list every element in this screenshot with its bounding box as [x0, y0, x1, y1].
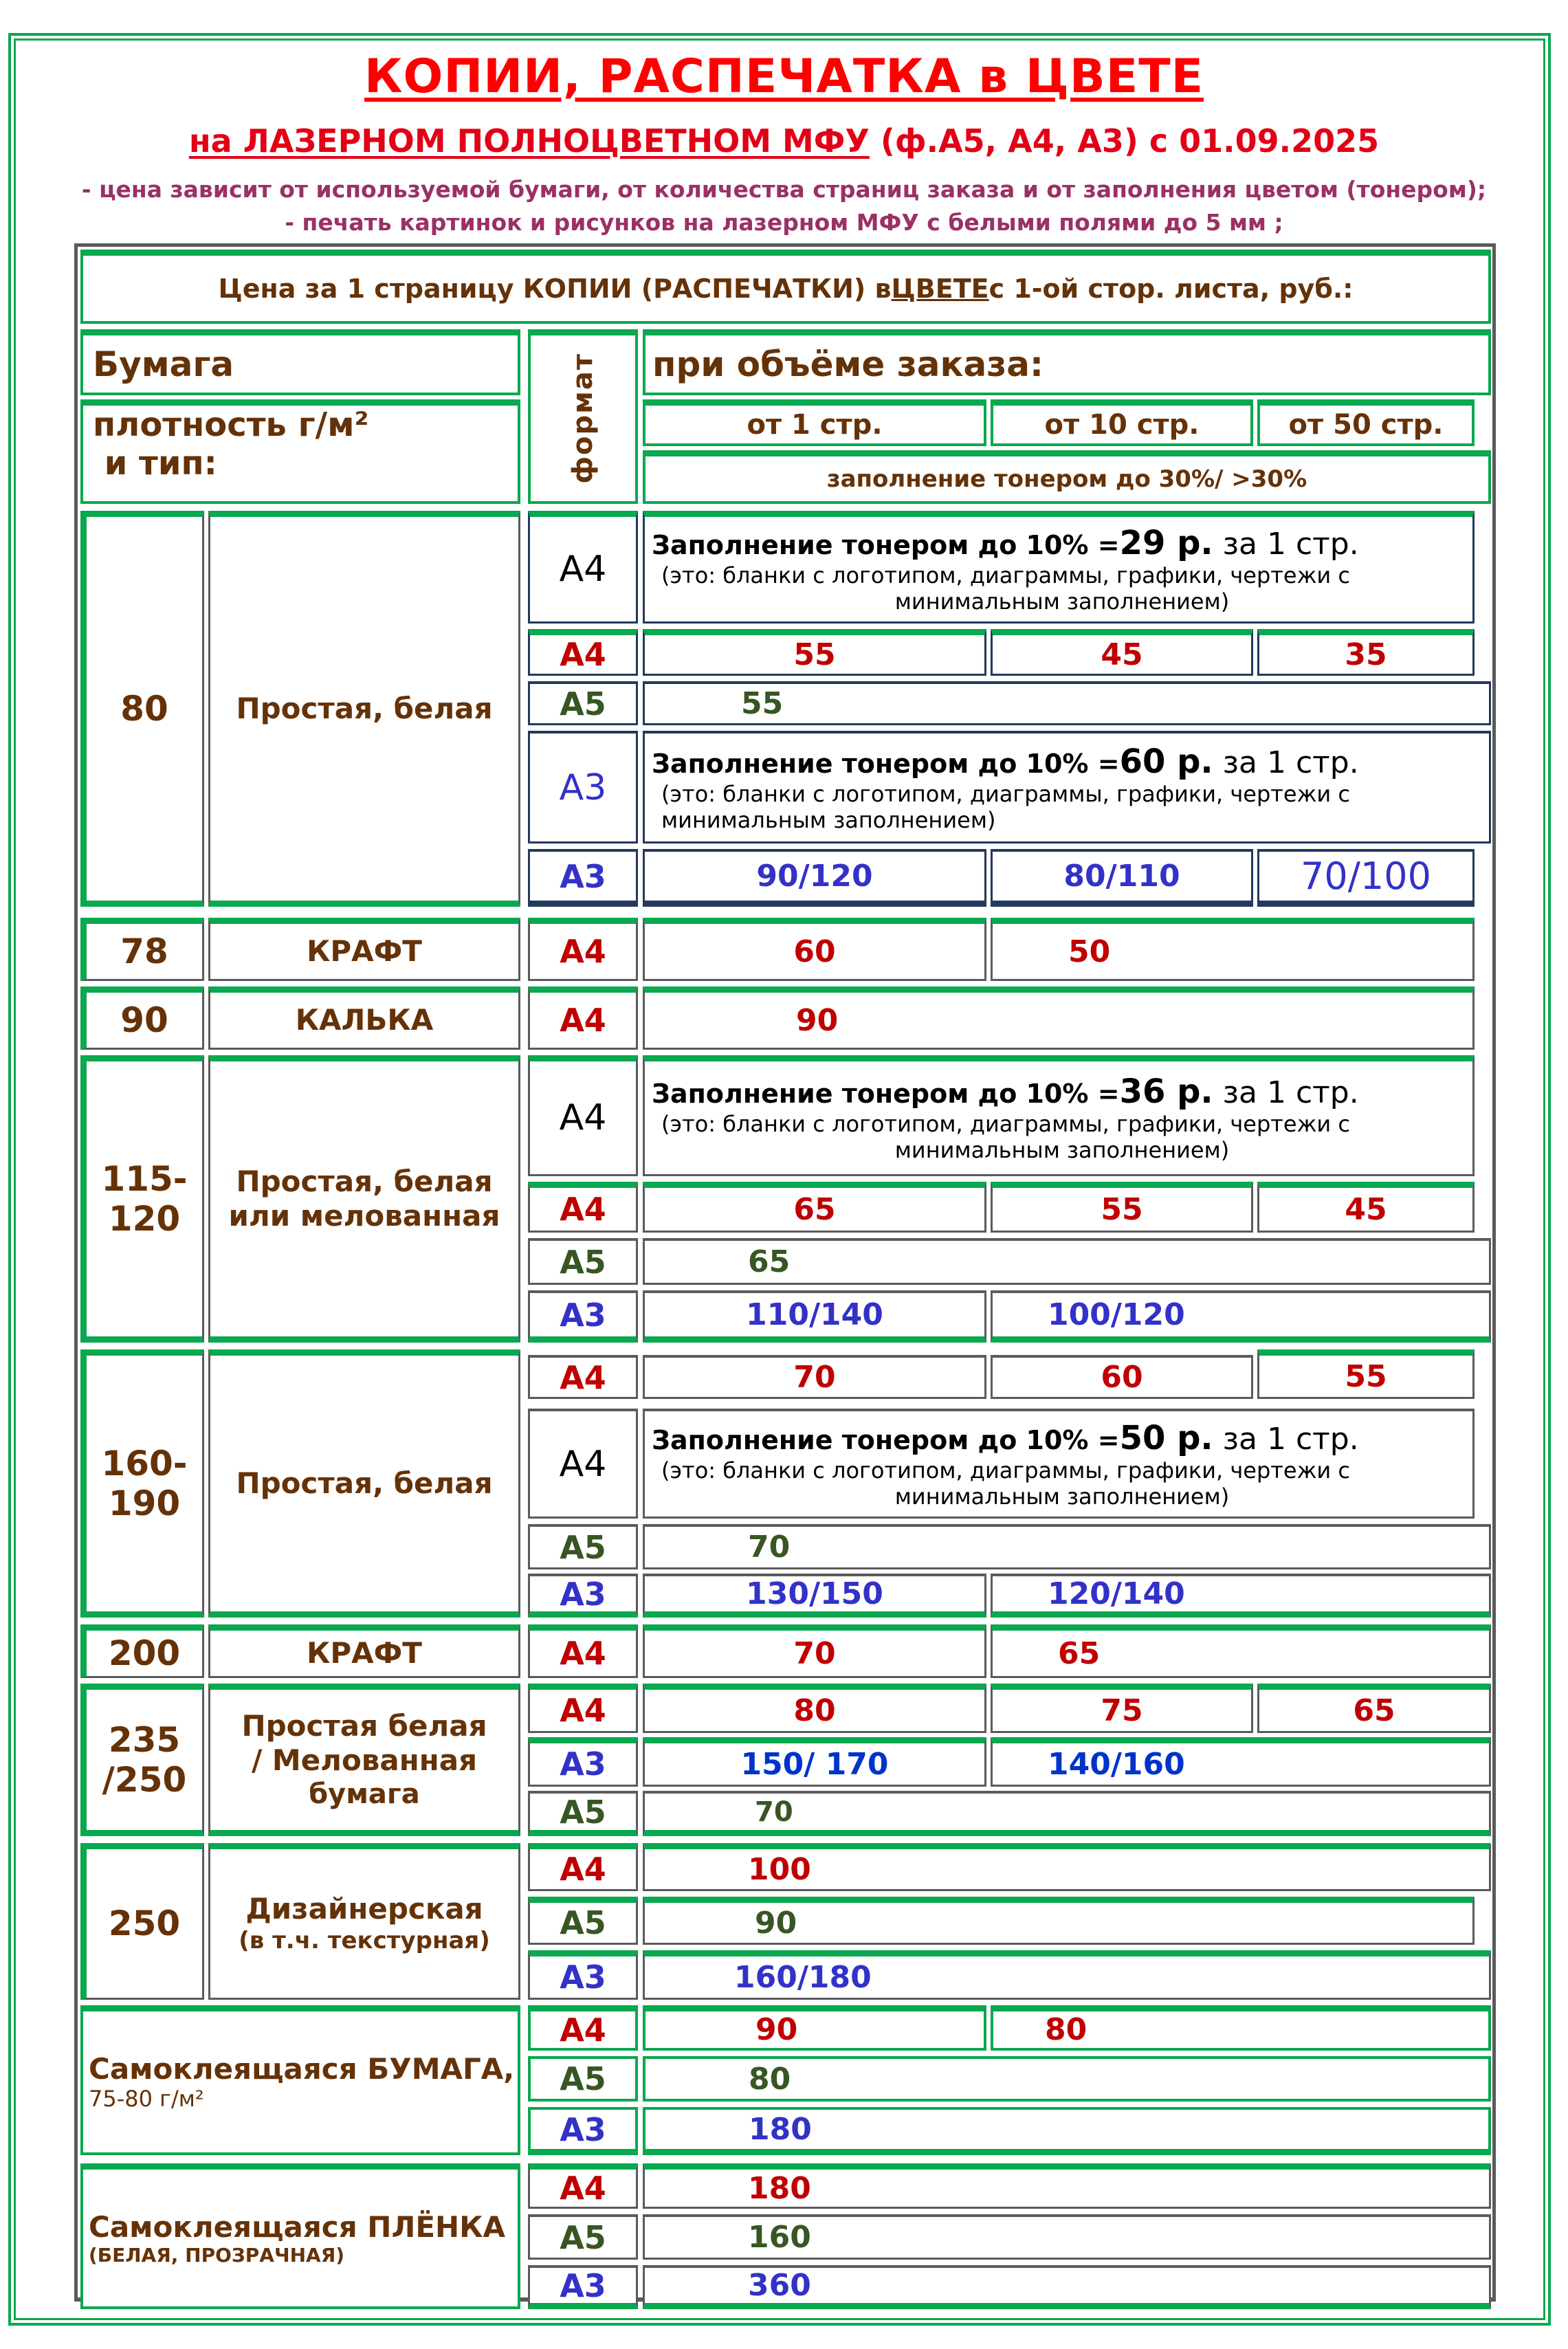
- type-80: Простая, белая: [208, 511, 520, 907]
- price-235-a4-1: 80: [643, 1684, 986, 1733]
- density-250: 250: [80, 1843, 204, 2000]
- format-a3: А3: [528, 1290, 638, 1343]
- price-sa-paper-a4-1: 90: [643, 2005, 986, 2051]
- header-format: формат: [528, 329, 638, 504]
- price-78-a4-10: 50: [991, 918, 1475, 981]
- format-a3: А3: [528, 1950, 638, 2000]
- table-caption: Цена за 1 страницу КОПИИ (РАСПЕЧАТКИ) в ЦВЕТЕ с 1-ой стор. листа, руб.:: [80, 250, 1491, 324]
- type-78: КРАФТ: [208, 918, 520, 981]
- type-90: КАЛЬКА: [208, 986, 520, 1050]
- price-160-a5: 70: [643, 1524, 1491, 1569]
- price-115-a4-1: 65: [643, 1182, 986, 1233]
- density-90: 90: [80, 986, 204, 1050]
- type-200: КРАФТ: [208, 1624, 520, 1678]
- type-115-120: Простая, белая или мелованная: [208, 1055, 520, 1343]
- header-volume: при объёме заказа:: [643, 329, 1491, 395]
- price-250-a3: 160/180: [643, 1950, 1491, 2000]
- price-200-a4-10: 65: [991, 1624, 1491, 1678]
- price-sa-film-a5: 160: [643, 2214, 1491, 2260]
- price-235-a3-1: 150/ 170: [643, 1737, 986, 1787]
- price-115-a3-10: 100/120: [991, 1290, 1491, 1343]
- header-density-type: плотность г/м² и тип:: [80, 399, 520, 504]
- price-sa-film-a4: 180: [643, 2163, 1491, 2209]
- format-a5: А5: [528, 1897, 638, 1945]
- price-table: [74, 243, 1496, 2302]
- format-a4: А4: [528, 1684, 638, 1733]
- format-a3-lowfill: А3: [528, 731, 638, 843]
- format-a4: А4: [528, 629, 638, 676]
- format-a4: А4: [528, 1843, 638, 1891]
- header-paper: Бумага: [80, 329, 520, 395]
- format-a3: А3: [528, 2107, 638, 2155]
- density-80: 80: [80, 511, 204, 907]
- price-160-a3-1: 130/150: [643, 1574, 986, 1618]
- price-90-a4: 90: [643, 986, 1475, 1050]
- type-235-250: Простая белая / Мелованная бумага: [208, 1684, 520, 1836]
- format-a5: А5: [528, 2056, 638, 2102]
- price-115-a4-50: 45: [1257, 1182, 1475, 1233]
- format-a4: А4: [528, 1182, 638, 1233]
- subtitle-formats-date: (ф.А5, А4, А3) с 01.09.2025: [869, 122, 1380, 159]
- price-200-a4-1: 70: [643, 1624, 986, 1678]
- lowfill-80-a4: Заполнение тонером до 10% =29 р. за 1 стр. (это: бланки с логотипом, диаграммы, графики, чертежи с минимальным заполнением): [643, 511, 1475, 624]
- price-80-a3-1: 90/120: [643, 849, 986, 907]
- header-tier-10: от 10 стр.: [991, 399, 1253, 446]
- price-80-a3-50: 70/100: [1257, 849, 1475, 907]
- lowfill-160-a4: Заполнение тонером до 10% =50 р. за 1 стр. (это: бланки с логотипом, диаграммы, графики, чертежи с минимальным заполнением): [643, 1409, 1475, 1519]
- format-a5: А5: [528, 1524, 638, 1569]
- price-235-a5: 70: [643, 1791, 1491, 1836]
- density-160-190: 160- 190: [80, 1349, 204, 1618]
- price-250-a5: 90: [643, 1897, 1475, 1945]
- price-80-a4-1: 55: [643, 629, 986, 676]
- price-80-a5: 55: [643, 681, 1491, 725]
- price-160-a3-10: 120/140: [991, 1574, 1491, 1618]
- format-a5: А5: [528, 1791, 638, 1836]
- price-sa-paper-a5: 80: [643, 2056, 1491, 2102]
- price-sa-paper-a3: 180: [643, 2107, 1491, 2155]
- type-250-designer: Дизайнерская (в т.ч. текстурная): [208, 1843, 520, 2000]
- density-200: 200: [80, 1624, 204, 1678]
- format-a5: А5: [528, 2214, 638, 2260]
- lowfill-80-a3: Заполнение тонером до 10% =60 р. за 1 стр. (это: бланки с логотипом, диаграммы, графики, чертежи с минимальным заполнением): [643, 731, 1491, 843]
- format-a4-lowfill: А4: [528, 511, 638, 624]
- format-a4-lowfill: А4: [528, 1409, 638, 1519]
- page-subtitle: [0, 122, 1568, 159]
- label-self-adhesive-paper: Самоклеящаяся БУМАГА, 75-80 г/м²: [80, 2005, 520, 2155]
- price-80-a4-50: 35: [1257, 629, 1475, 676]
- note-margins: - печать картинок и рисунков на лазерном МФУ с белыми полями до 5 мм ;: [285, 209, 1283, 236]
- price-sa-paper-a4-10: 80: [991, 2005, 1491, 2051]
- format-a3: А3: [528, 1574, 638, 1618]
- page-title: КОПИИ, РАСПЕЧАТКА в ЦВЕТЕ: [364, 49, 1204, 104]
- density-115-120: 115- 120: [80, 1055, 204, 1343]
- format-a4: А4: [528, 1355, 638, 1399]
- format-a4: А4: [528, 918, 638, 981]
- label-self-adhesive-film: Самоклеящаяся ПЛЁНКА (БЕЛАЯ, ПРОЗРАЧНАЯ): [80, 2163, 520, 2309]
- format-a5: А5: [528, 1238, 638, 1285]
- price-115-a5: 65: [643, 1238, 1491, 1285]
- price-160-a4-10: 60: [991, 1355, 1253, 1399]
- header-fill-note: заполнение тонером до 30%/ >30%: [643, 450, 1491, 504]
- lowfill-115-a4: Заполнение тонером до 10% =36 р. за 1 стр. (это: бланки с логотипом, диаграммы, графики, чертежи с минимальным заполнением): [643, 1055, 1475, 1176]
- format-a3: А3: [528, 849, 638, 907]
- format-a4-lowfill: А4: [528, 1055, 638, 1176]
- format-a4: А4: [528, 1624, 638, 1678]
- price-80-a4-10: 45: [991, 629, 1253, 676]
- format-a4: А4: [528, 2163, 638, 2209]
- price-115-a3-1: 110/140: [643, 1290, 986, 1343]
- type-160-190: Простая, белая: [208, 1349, 520, 1618]
- density-235-250: 235 /250: [80, 1684, 204, 1836]
- price-80-a3-10: 80/110: [991, 849, 1253, 907]
- density-78: 78: [80, 918, 204, 981]
- price-235-a4-10: 75: [991, 1684, 1253, 1733]
- price-115-a4-10: 55: [991, 1182, 1253, 1233]
- format-a4: А4: [528, 2005, 638, 2051]
- price-sa-film-a3: 360: [643, 2265, 1491, 2309]
- price-78-a4-1: 60: [643, 918, 986, 981]
- price-235-a3-10: 140/160: [991, 1737, 1491, 1787]
- header-tier-50: от 50 стр.: [1257, 399, 1475, 446]
- format-a3: А3: [528, 2265, 638, 2309]
- format-a3: А3: [528, 1737, 638, 1787]
- format-a5: А5: [528, 681, 638, 725]
- note-price-depends: - цена зависит от используемой бумаги, от количества страниц заказа и от заполнения цветом (тонером);: [81, 176, 1487, 203]
- price-250-a4: 100: [643, 1843, 1491, 1891]
- price-160-a4-50: 55: [1257, 1349, 1475, 1399]
- format-a4: А4: [528, 986, 638, 1050]
- price-235-a4-50: 65: [1257, 1684, 1491, 1733]
- price-160-a4-1: 70: [643, 1355, 986, 1399]
- subtitle-device: на ЛАЗЕРНОМ ПОЛНОЦВЕТНОМ МФУ: [188, 122, 870, 159]
- header-tier-1: от 1 стр.: [643, 399, 986, 446]
